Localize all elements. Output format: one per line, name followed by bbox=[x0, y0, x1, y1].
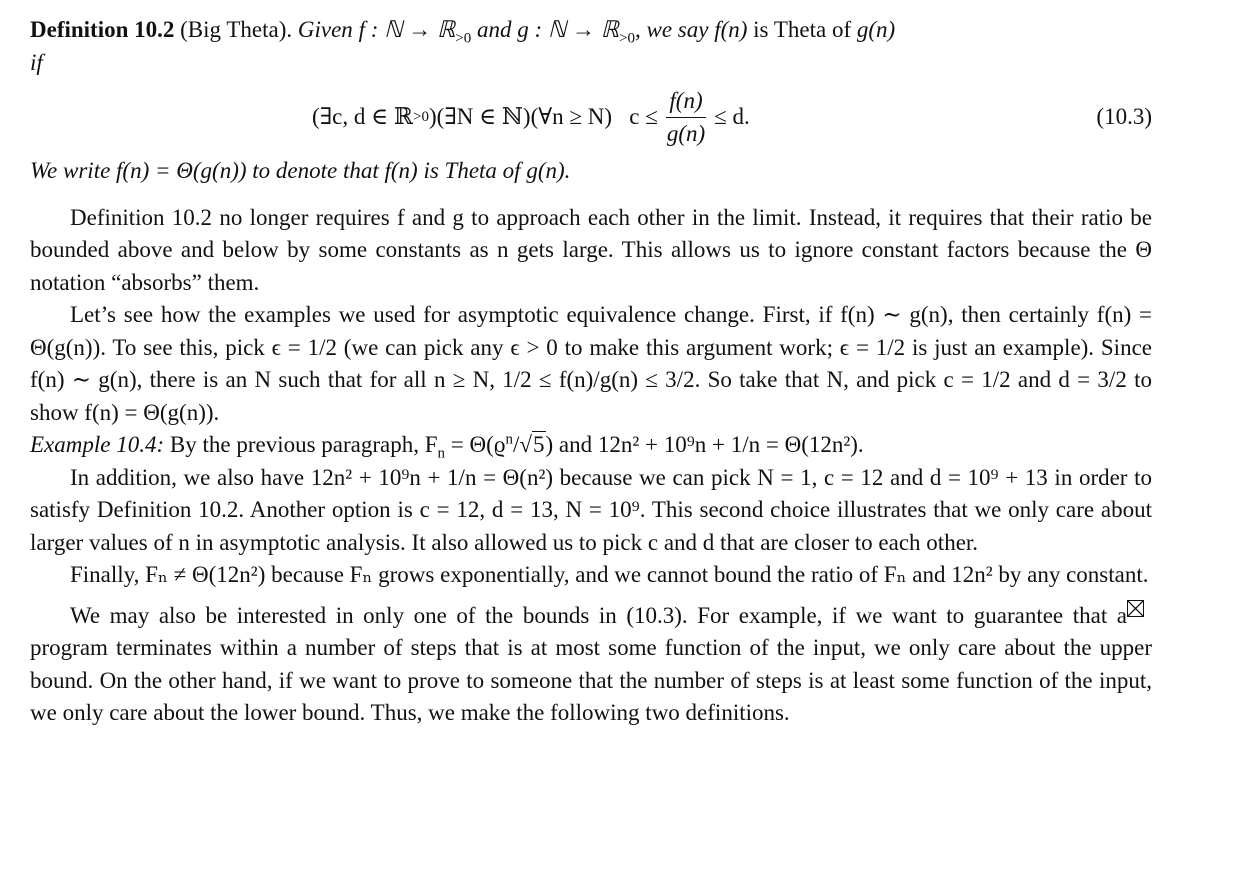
equation-number: (10.3) bbox=[1096, 104, 1152, 129]
def-is: is Theta of bbox=[753, 17, 852, 42]
example-text-a: By the previous paragraph, F bbox=[169, 432, 438, 457]
def-say: , we say bbox=[634, 17, 709, 42]
eq-denominator: g(n) bbox=[666, 120, 706, 146]
def-g: g : ℕ → ℝ bbox=[517, 17, 620, 42]
equation-10-3 bbox=[30, 79, 1152, 155]
example-label: Example 10.4: bbox=[30, 432, 165, 457]
def-fn: f(n) bbox=[714, 17, 748, 42]
eq-numerator: f(n) bbox=[666, 85, 705, 118]
qed-box-icon bbox=[1127, 600, 1144, 617]
example-sqrt: 5 bbox=[533, 432, 545, 457]
eq-mid: )(∃N ∈ ℕ)(∀n ≥ N) c ≤ bbox=[428, 103, 658, 129]
def-and: and bbox=[476, 17, 512, 42]
example-paragraph-b-text: Finally, Fₙ ≠ Θ(12n²) because Fₙ grows exponentially, and we cannot bound the ratio of Fₙ and 12n² by any constant. bbox=[70, 562, 1149, 587]
definition-notation: We write f(n) = Θ(g(n)) to denote that f(n) is Theta of g(n). bbox=[30, 158, 571, 183]
def-given: Given bbox=[297, 17, 353, 42]
example-text-d: ) and 12n² + 10⁹n + 1/n = Θ(12n²). bbox=[545, 432, 864, 457]
eq-fraction bbox=[664, 85, 708, 150]
def-f-sub: >0 bbox=[455, 30, 472, 47]
example-sup: n bbox=[505, 431, 513, 448]
definition-statement bbox=[30, 14, 1152, 79]
eq-suffix: ≤ d. bbox=[714, 103, 750, 129]
paragraph-2: Let’s see how the examples we used for asymptotic equivalence change. First, if f(n) ∼ g(n), then certainly f(n) = Θ(g(n)). To see this, pick ϵ = 1/2 (we can pick any ϵ > 0 to make this argument work; ϵ = 1/2 is just an example). Since f(n) ∼ g(n), there is an N such that for all n ≥ N, 1/2 ≤ f(n)/g(n) ≤ 3/2. So take that N, and pick c = 1/2 and d = 3/2 to show f(n) = Θ(g(n)). bbox=[30, 302, 1152, 425]
example-paragraph-a: In addition, we also have 12n² + 10⁹n + 1/n = Θ(n²) because we can pick N = 1, c = 12 and d = 10⁹ + 13 in order to satisfy Definition 10.2. Another option is c = 12, d = 13, N = 10⁹. This second choice illustrates that we only care about larger values of n in asymptotic analysis. It also allowed us to pick c and d that are closer to each other. bbox=[30, 464, 1152, 555]
example-sub: n bbox=[437, 445, 446, 462]
equation-body: (∃c, d ∈ ℝ >0 )(∃N ∈ ℕ)(∀n ≥ N) c ≤ $\frac{f(n)}{g(n)}$ ≤ d. bbox=[312, 79, 750, 155]
paragraph-3: We may also be interested in only one of the bounds in (10.3). For example, if we want to guarantee that a program terminates within a number of steps that is at most some function of the input, we only care about the upper bound. On the other hand, if we want to prove to someone that the number of steps is at least some function of the input, we only care about the lower bound. Thus, we make the following two definitions. bbox=[30, 602, 1152, 725]
example-paragraph-b bbox=[30, 559, 1152, 592]
def-if: if bbox=[30, 49, 43, 75]
def-gn: g(n) bbox=[856, 17, 896, 42]
definition-name: (Big Theta). bbox=[180, 17, 293, 42]
def-f: f : ℕ → ℝ bbox=[358, 17, 456, 42]
def-g-sub: >0 bbox=[619, 30, 635, 47]
eq-prefix: (∃c, d ∈ ℝ bbox=[312, 103, 413, 129]
example-text-b: = Θ(ϱ bbox=[445, 432, 506, 457]
example-text-c: /√ bbox=[512, 432, 532, 457]
definition-label: Definition 10.2 bbox=[30, 17, 175, 42]
paragraph-1: Definition 10.2 no longer requires f and g to approach each other in the limit. Instead, it requires that their ratio be bounded above and below by some constants as n gets large. This allows us to ignore constant factors because the Θ notation “absorbs” them. bbox=[30, 204, 1152, 295]
example-10-4 bbox=[30, 429, 1152, 462]
